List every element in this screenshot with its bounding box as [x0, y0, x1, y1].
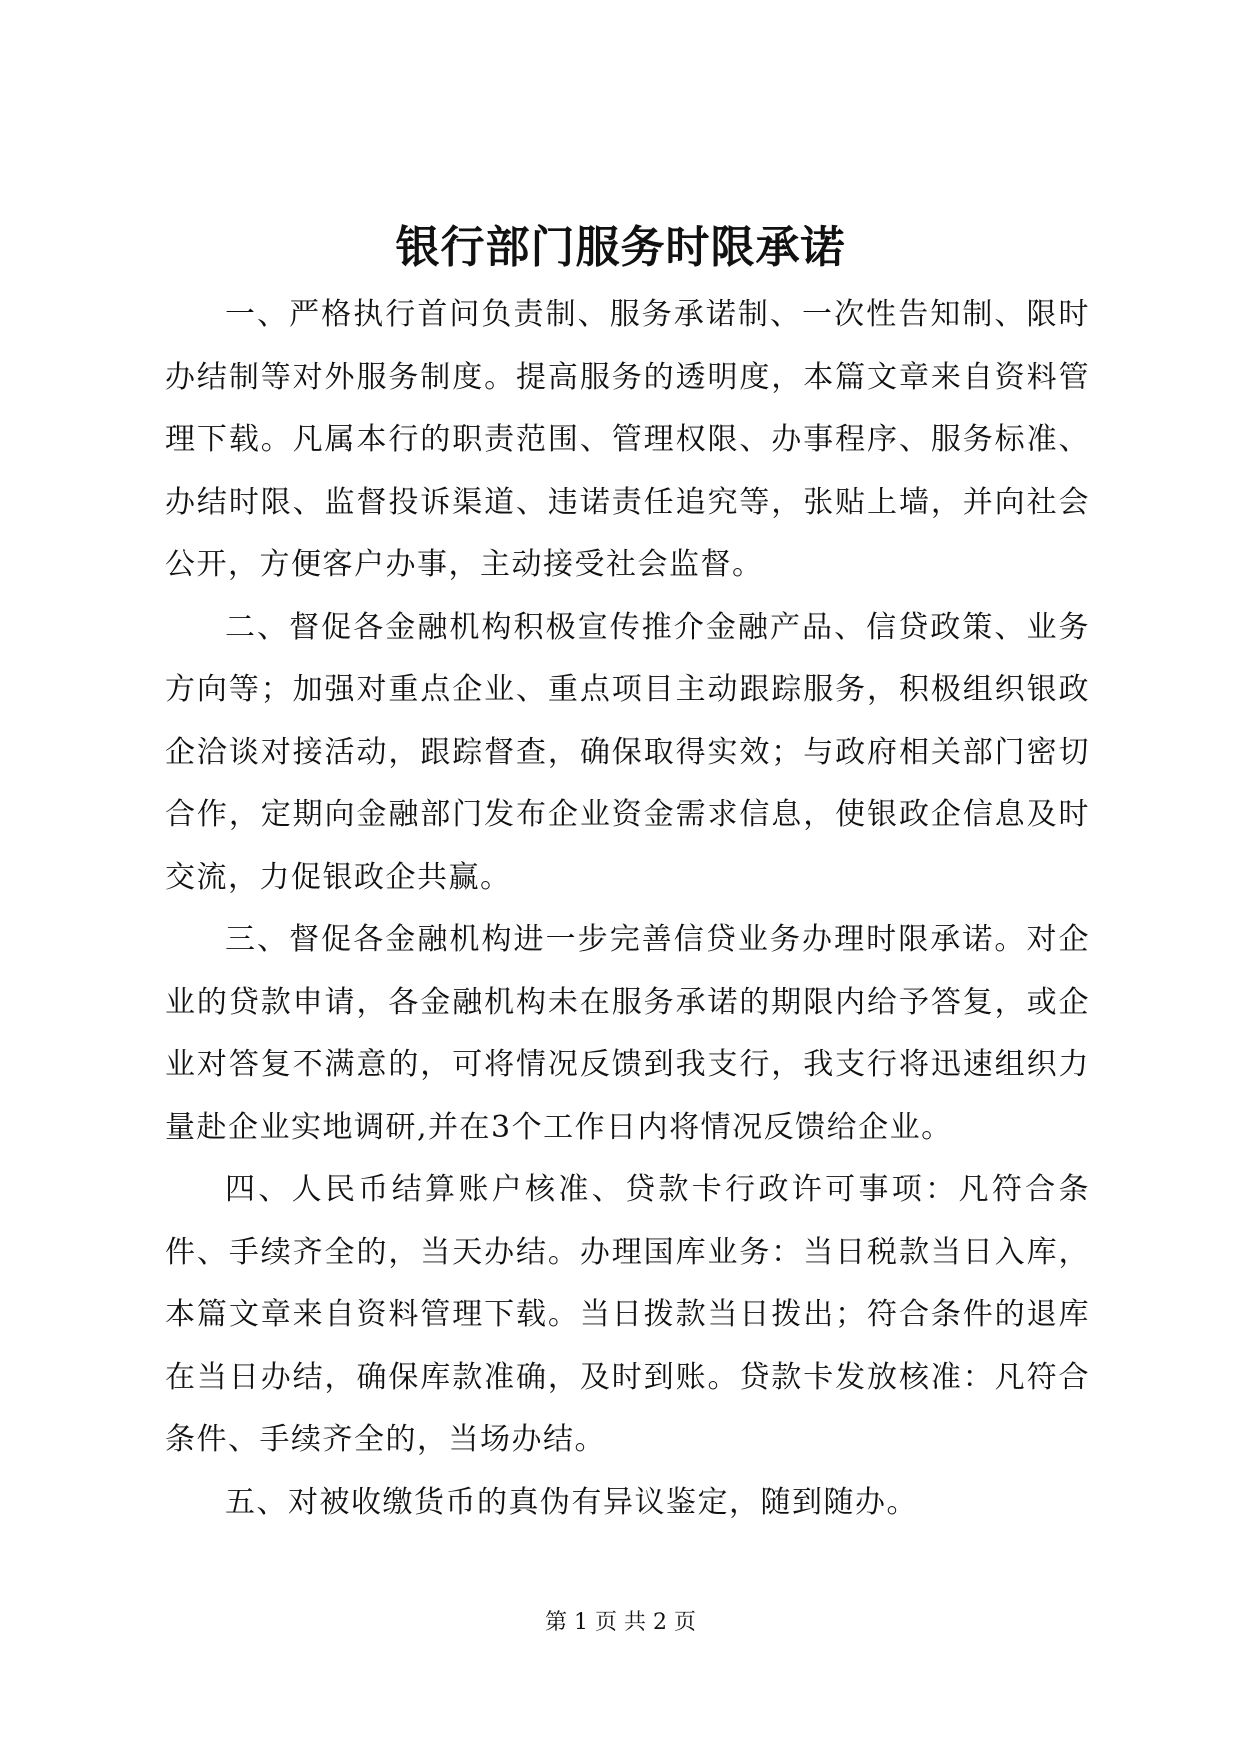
document-body: [165, 284, 1090, 1534]
paragraph-5: 五、对被收缴货币的真伪有异议鉴定，随到随办。: [225, 1484, 918, 1520]
paragraph-1: 一、严格执行首问负责制、服务承诺制、一次性告知制、限时办结制等对外服务制度。提高服务的透明度，本篇文章来自资料管理下载。凡属本行的职责范围、管理权限、办事程序、服务标准、办结时限、监督投诉渠道、违诺责任追究等，张贴上墙，并向社会公开，方便客户办事，主动接受社会监督。: [165, 297, 1090, 582]
paragraph-4: 四、人民币结算账户核准、贷款卡行政许可事项：凡符合条件、手续齐全的，当天办结。办理国库业务：当日税款当日入库，本篇文章来自资料管理下载。当日拨款当日拨出；符合条件的退库在当日办结，确保库款准确，及时到账。贷款卡发放核准：凡符合条件、手续齐全的，当场办结。: [165, 1172, 1090, 1457]
paragraph-2: 二、督促各金融机构积极宣传推介金融产品、信贷政策、业务方向等；加强对重点企业、重点项目主动跟踪服务，积极组织银政企洽谈对接活动，跟踪督查，确保取得实效；与政府相关部门密切合作，定期向金融部门发布企业资金需求信息，使银政企信息及时交流，力促银政企共赢。: [165, 609, 1090, 895]
page-number-footer: 第 1 页 共 2 页: [545, 1610, 696, 1635]
document-title: 银行部门服务时限承诺: [395, 222, 846, 273]
paragraph-3: 三、督促各金融机构进一步完善信贷业务办理时限承诺。对企业的贷款申请，各金融机构未在服务承诺的期限内给予答复，或企业对答复不满意的，可将情况反馈到我支行，我支行将迅速组织力量赴企业实地调研,并在3个工作日内将情况反馈给企业。: [165, 922, 1090, 1145]
